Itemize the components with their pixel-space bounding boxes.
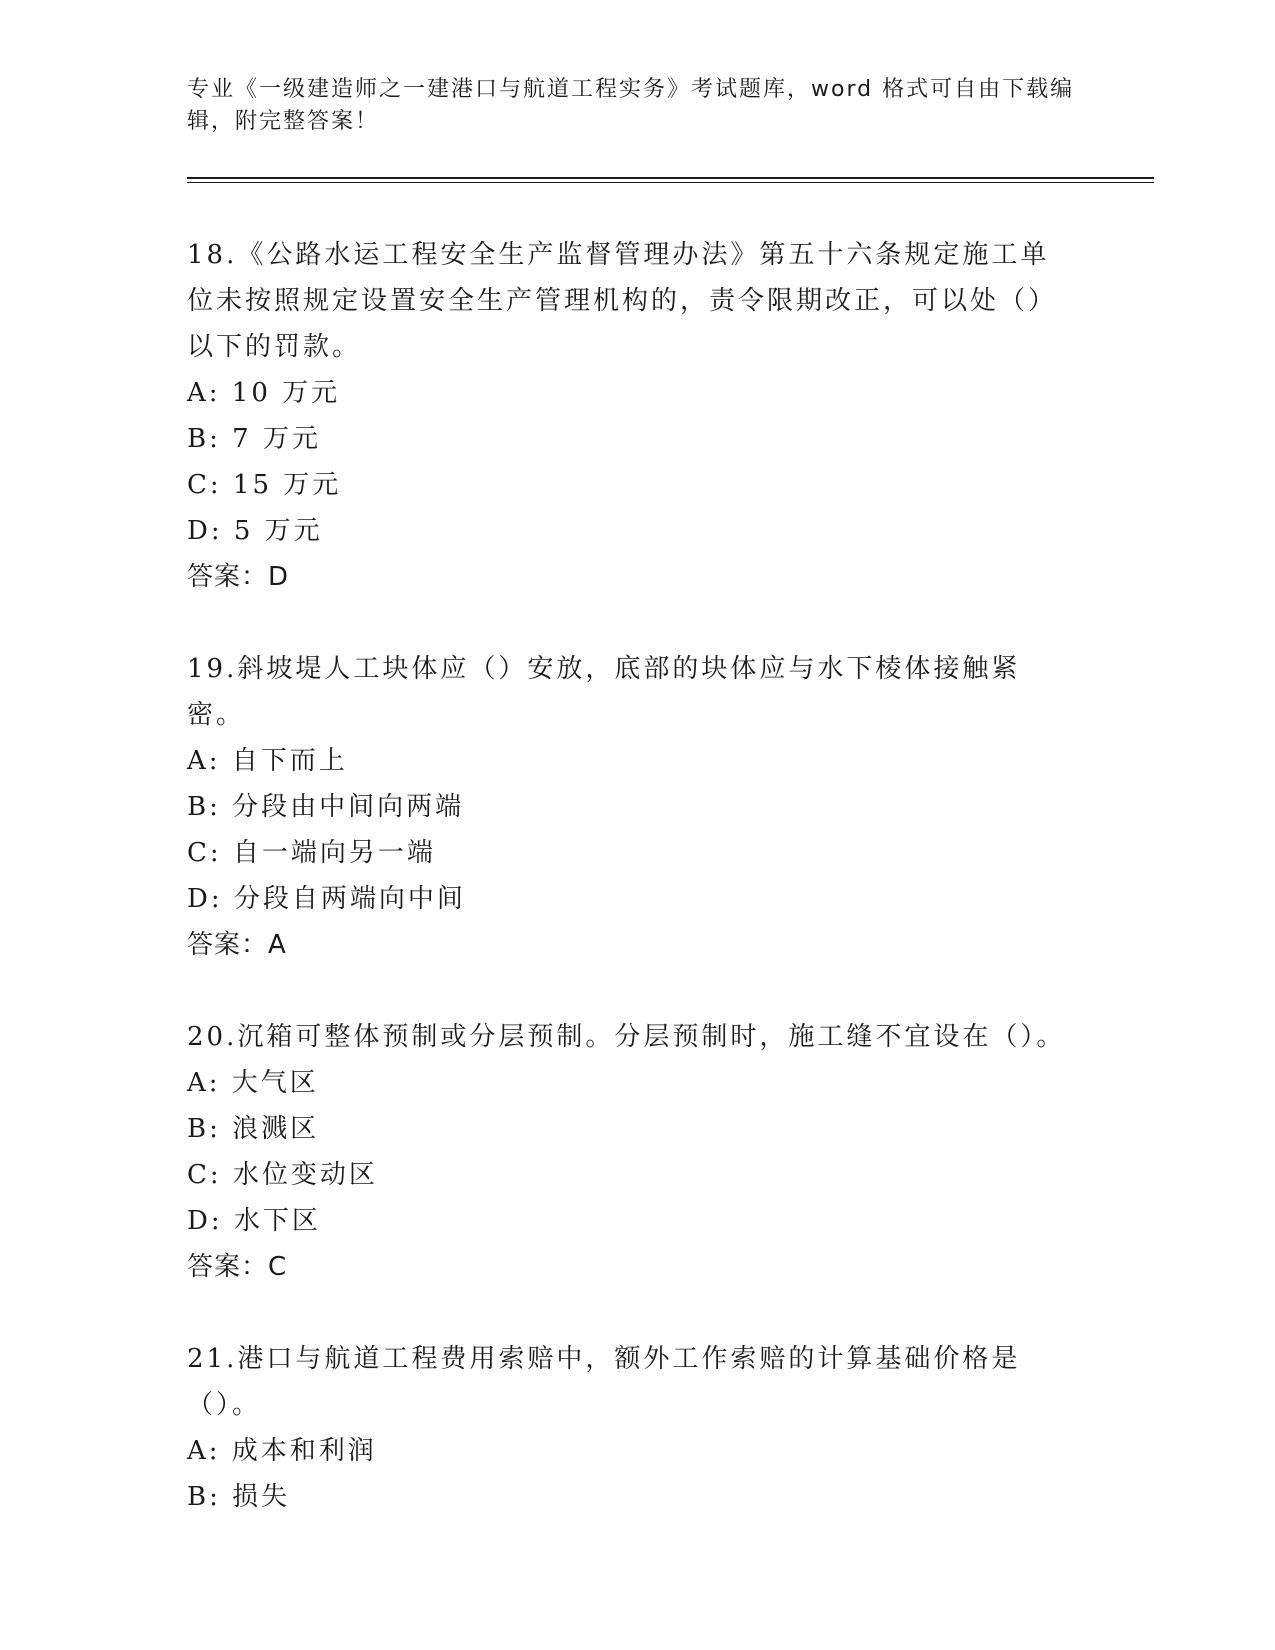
question-list — [187, 232, 1067, 1520]
question-19 — [187, 646, 1067, 968]
spacer — [187, 968, 1067, 1014]
option-b: B: 浪溅区 — [187, 1114, 320, 1144]
option-b: B: 损失 — [187, 1482, 291, 1512]
question-20 — [187, 1014, 1067, 1290]
question-text: 20.沉箱可整体预制或分层预制。分层预制时，施工缝不宜设在（）。 — [187, 1022, 1066, 1052]
option-a: A: 自下而上 — [187, 746, 348, 776]
option-d: D: 5 万元 — [187, 516, 323, 546]
question-text: 18.《公路水运工程安全生产监督管理办法》第五十六条规定施工单位未按照规定设置安全生产管理机构的，责令限期改正，可以处（）以下的罚款。 — [187, 240, 1058, 362]
option-c: C: 自一端向另一端 — [187, 838, 436, 868]
document-header: 专业《一级建造师之一建港口与航道工程实务》考试题库，word 格式可自由下载编辑，附完整答案！ — [187, 77, 1075, 134]
header-divider — [187, 177, 1154, 179]
question-text: 19.斜坡堤人工块体应（）安放，底部的块体应与水下棱体接触紧密。 — [187, 654, 1021, 730]
option-a: A: 10 万元 — [187, 378, 341, 408]
option-b: B: 分段由中间向两端 — [187, 792, 465, 822]
option-c: C: 水位变动区 — [187, 1160, 378, 1190]
answer-text: 答案：C — [187, 1252, 288, 1282]
header-divider-thin — [187, 182, 1154, 183]
option-a: A: 成本和利润 — [187, 1436, 377, 1466]
spacer — [187, 1290, 1067, 1336]
option-a: A: 大气区 — [187, 1068, 319, 1098]
question-18 — [187, 232, 1067, 600]
spacer — [187, 600, 1067, 646]
option-d: D: 分段自两端向中间 — [187, 884, 466, 914]
question-21 — [187, 1336, 1067, 1520]
answer-text: 答案：D — [187, 562, 290, 592]
question-text: 21.港口与航道工程费用索赔中，额外工作索赔的计算基础价格是（）。 — [187, 1344, 1021, 1420]
option-d: D: 水下区 — [187, 1206, 321, 1236]
option-b: B: 7 万元 — [187, 424, 321, 454]
answer-text: 答案：A — [187, 930, 287, 960]
option-c: C: 15 万元 — [187, 470, 342, 500]
